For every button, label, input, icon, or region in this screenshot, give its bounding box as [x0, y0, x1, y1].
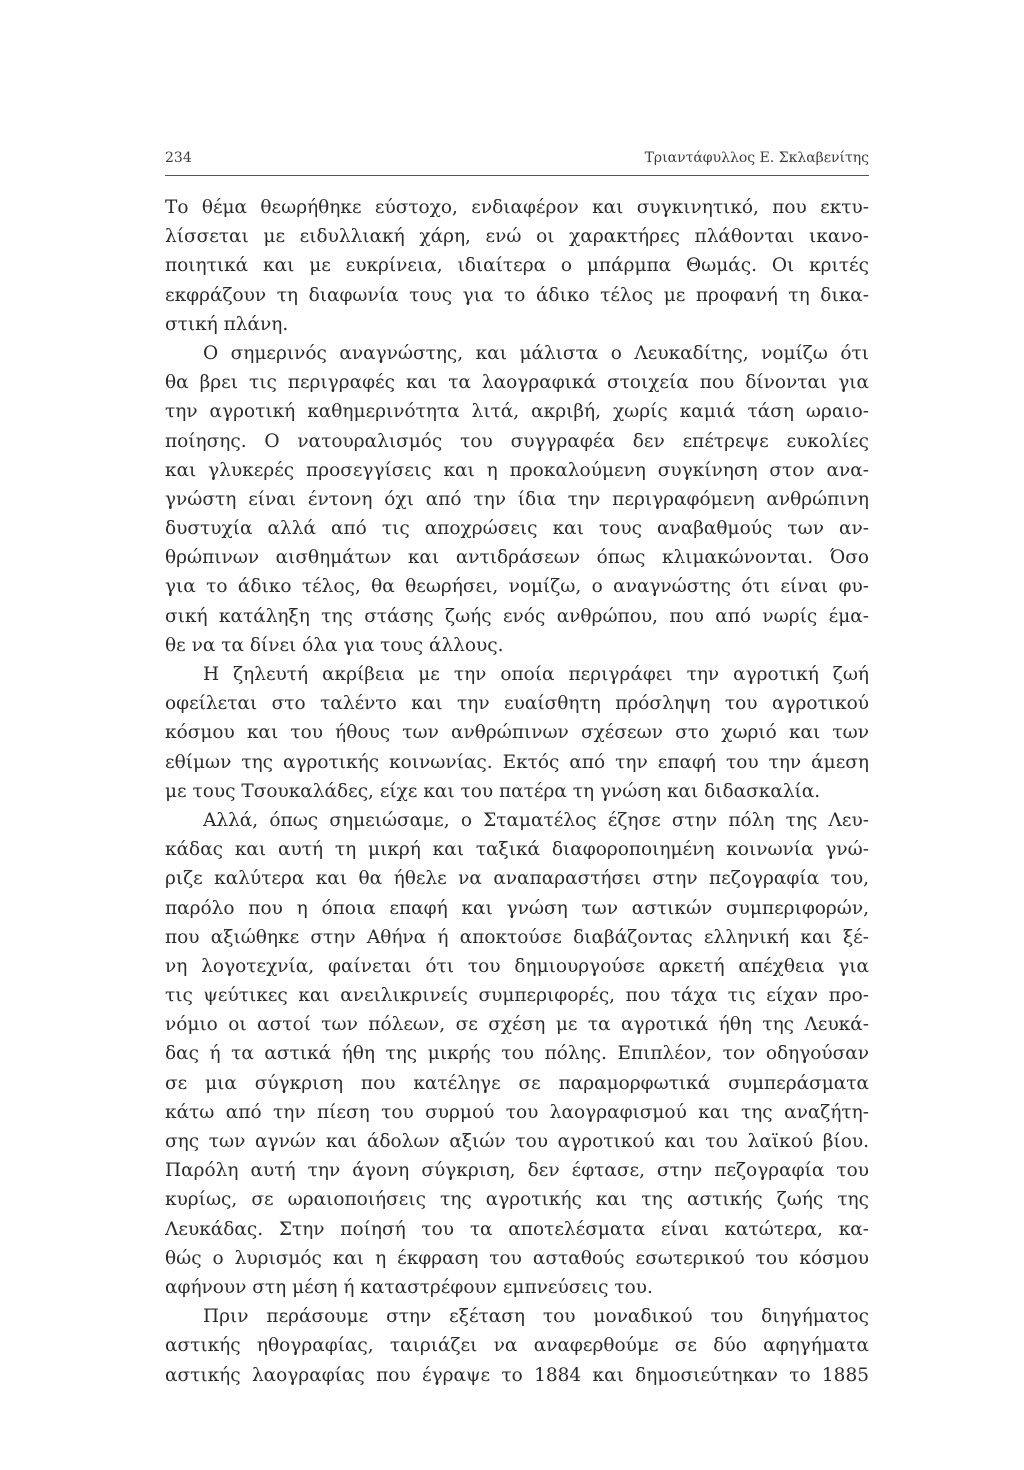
paragraph-line: σική κατάληξη της στάσης ζωής ενός ανθρώπου, που από νωρίς έμα- [165, 605, 869, 627]
paragraph-line: με τους Τσουκαλάδες, είχε και του πατέρα τη γνώση και διδασκαλία. [165, 780, 821, 802]
paragraph-line: Πριν περάσουμε στην εξέταση του μοναδικού του διηγήματος [203, 1306, 869, 1328]
running-head-author: Τριαντάφυλλος Ε. Σκλαβενίτης [644, 150, 869, 166]
paragraph-line: λίσσεται με ειδυλλιακή χάρη, ενώ οι χαρακτήρες πλάθονται ικανο- [165, 226, 869, 248]
paragraph-line: θώς ο λυρισμός και η έκφραση του ασταθούς εσωτερικού του κόσμου [165, 1247, 869, 1269]
paragraph-line: κάτω από την πίεση του συρμού του λαογραφισμού και της αναζήτη- [165, 1101, 869, 1123]
paragraph-line: θα βρει τις περιγραφές και τα λαογραφικά στοιχεία που δίνονται για [165, 372, 869, 394]
paragraph-line: κυρίως, σε ωραιοποιήσεις της αγροτικής και της αστικής ζωής της [165, 1189, 869, 1211]
paragraph-line: στική πλάνη. [165, 313, 289, 335]
body-text [165, 193, 869, 1390]
paragraph-line: αφήνουν στη μέση ή καταστρέφουν εμπνεύσεις του. [165, 1276, 653, 1298]
running-header [165, 150, 869, 172]
paragraph-line: δυστυχία αλλά από τις αποχρώσεις και τους αναβαθμούς των αν- [165, 518, 869, 540]
header-rule [165, 175, 869, 176]
paragraph-line: σης των αγνών και άδολων αξιών του αγροτικού και του λαϊκού βίου. [165, 1131, 869, 1152]
paragraph-line: οφείλεται στο ταλέντο και την ευαίσθητη πρόσληψη του αγροτικού [165, 693, 869, 715]
paragraph-line: αστικής ηθογραφίας, ταιριάζει να αναφερθούμε σε δύο αφηγήματα [165, 1335, 869, 1357]
page-number: 234 [165, 150, 192, 166]
paragraph-line: αστικής λαογραφίας που έγραψε το 1884 και δημοσιεύτηκαν το 1885 [165, 1364, 869, 1386]
paragraph-line: παρόλο που η όποια επαφή και γνώση των αστικών συμπεριφορών, [165, 897, 869, 919]
paragraph-line: δας ή τα αστικά ήθη της μικρής του πόλης. Επιπλέον, τον οδηγούσαν [165, 1043, 869, 1065]
paragraph-line: γνώστη είναι έντονη όχι από την ίδια την περιγραφόμενη ανθρώπινη [165, 488, 869, 510]
paragraph-line: νη λογοτεχνία, φαίνεται ότι του δημιουργούσε αρκετή απέχθεια για [165, 955, 869, 977]
paragraph-line: Ο σημερινός αναγνώστης, και μάλιστα ο Λευκαδίτης, νομίζω ότι [203, 342, 869, 364]
paragraph-line: εκφράζουν τη διαφωνία τους για το άδικο τέλος με προφανή τη δικα- [165, 284, 869, 306]
paragraph-line: που αξιώθηκε στην Αθήνα ή αποκτούσε διαβάζοντας ελληνική και ξέ- [165, 926, 869, 948]
paragraph-line: Αλλά, όπως σημειώσαμε, ο Σταματέλος έζησε στην πόλη της Λευ- [203, 809, 869, 831]
paragraph-line: την αγροτική καθημερινότητα λιτά, ακριβή, χωρίς καμιά τάση ωραιο- [165, 401, 869, 423]
paragraph-line: κάδας και αυτή τη μικρή και ταξικά διαφοροποιημένη κοινωνία γνώ- [165, 839, 869, 861]
paragraph-line: ποιητικά και με ευκρίνεια, ιδιαίτερα ο μπάρμπα Θωμάς. Οι κριτές [165, 255, 869, 277]
paragraph-line: κόσμου και του ήθους των ανθρώπινων σχέσεων στο χωριό και των [165, 722, 869, 744]
paragraph-line: θρώπινων αισθημάτων και αντιδράσεων όπως κλιμακώνονται. Όσο [165, 547, 869, 569]
paragraph-line: τις ψεύτικες και ανειλικρινείς συμπεριφορές, που τάχα τις είχαν προ- [165, 985, 869, 1007]
paragraph-line: και γλυκερές προσεγγίσεις και η προκαλούμενη συγκίνηση στον ανα- [165, 459, 869, 481]
paragraph-line: Το θέμα θεωρήθηκε εύστοχο, ενδιαφέρον και συγκινητικό, που εκτυ- [165, 197, 869, 218]
paragraph-line: Η ζηλευτή ακρίβεια με την οποία περιγράφει την αγροτική ζωή [203, 664, 869, 685]
paragraph-line: Παρόλη αυτή την άγονη σύγκριση, δεν έφτασε, στην πεζογραφία του [165, 1160, 869, 1182]
paragraph-line: για το άδικο τέλος, θα θεωρήσει, νομίζω, ο αναγνώστης ότι είναι φυ- [165, 576, 869, 598]
paragraph-line: Λευκάδας. Στην ποίησή του τα αποτελέσματα είναι κατώτερα, κα- [165, 1218, 869, 1240]
paragraph-line: νόμιο οι αστοί των πόλεων, σε σχέση με τα αγροτικά ήθη της Λευκά- [165, 1014, 869, 1036]
paragraph-line: σε μια σύγκριση που κατέληγε σε παραμορφωτικά συμπεράσματα [165, 1072, 869, 1094]
paragraph-line: ποίησης. Ο νατουραλισμός του συγγραφέα δεν επέτρεψε ευκολίες [165, 430, 869, 452]
paragraph-line: θε να τα δίνει όλα για τους άλλους. [165, 634, 504, 656]
paragraph-line: ριζε καλύτερα και θα ήθελε να αναπαραστήσει στην πεζογραφία του, [165, 868, 869, 890]
paragraph-line: εθίμων της αγροτικής κοινωνίας. Εκτός από την επαφή του την άμεση [165, 751, 869, 773]
